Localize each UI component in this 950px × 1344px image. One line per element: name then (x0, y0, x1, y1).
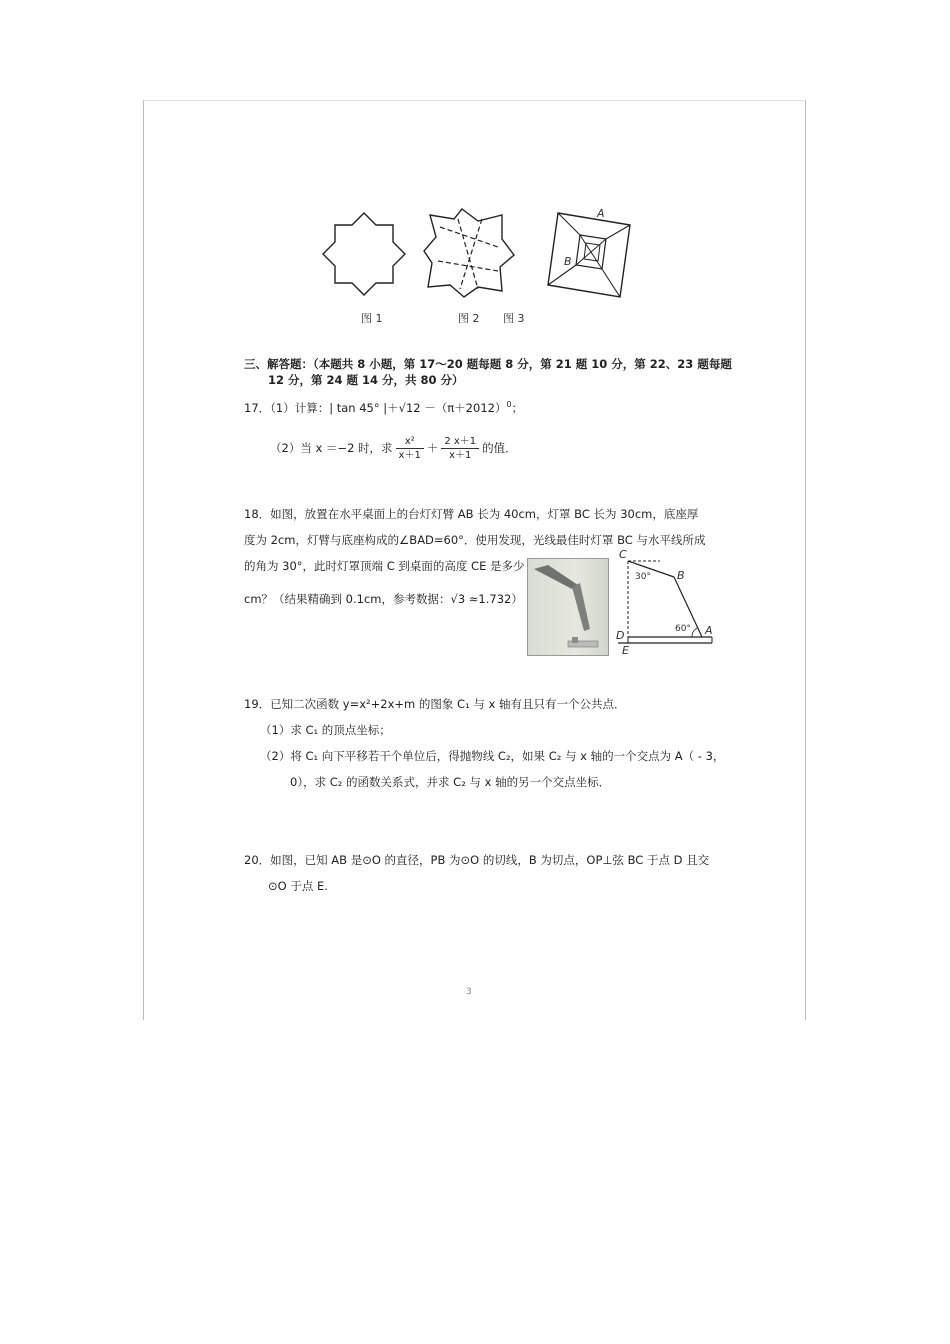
q17-frac2-den: x＋1 (449, 450, 472, 461)
q19-line-2: （1）求 C₁ 的顶点坐标； (260, 723, 391, 737)
figure-2-star-dashed (422, 207, 518, 299)
q17-fraction-2 (441, 435, 479, 462)
section-heading-line-2: 12 分，第 24 题 14 分，共 80 分） (268, 373, 464, 387)
q18-line-2: 度为 2cm，灯臂与底座构成的∠BAD=60°．使用发现，光线最佳时灯罩 BC 与水平线所成 (244, 533, 706, 547)
q17-part2-suffix: 的值． (482, 441, 517, 455)
q18-lamp-diagram (612, 551, 716, 659)
q18-line-4: cm？（结果精确到 0.1cm，参考数据：√3 ≈1.732） (244, 592, 523, 606)
q17-part-1 (244, 397, 523, 416)
fig3-point-a: A (597, 207, 605, 220)
q17-part-2 (270, 433, 517, 463)
q17-frac2-num: 2 x＋1 (441, 435, 479, 449)
diagram-angle-a: 60° (675, 624, 691, 634)
q17-plus: ＋ (426, 441, 439, 455)
diagram-angle-c: 30° (635, 572, 651, 582)
exam-page (143, 100, 806, 1020)
q17-part1-expr: | tan 45° |＋√12 －（π＋2012） (329, 400, 507, 415)
q17-part2-prefix: （2）当 x ＝−2 时，求 (270, 441, 393, 455)
q17-part1-suffix: ； (511, 400, 524, 415)
diagram-point-a: A (705, 624, 713, 637)
q19-line-1: 19．已知二次函数 y=x²+2x+m 的图象 C₁ 与 x 轴有且只有一个公共点． (244, 697, 626, 711)
figure-3-label: 图 3 (503, 312, 525, 325)
page-number: 3 (466, 987, 472, 997)
section-heading-line-1: 三、解答题：（本题共 8 小题，第 17～20 题每题 8 分，第 21 题 10 分，第 22、23 题每题 (244, 357, 732, 371)
q20-line-2: ⊙O 于点 E. (268, 879, 328, 893)
figure-3-squares (544, 209, 636, 301)
q17-frac1-den: x＋1 (398, 450, 421, 461)
q18-line-3: 的角为 30°，此时灯罩顶端 C 到桌面的高度 CE 是多少 (244, 559, 525, 573)
q19-line-3: （2）将 C₁ 向下平移若干个单位后，得抛物线 C₂，如果 C₂ 与 x 轴的一个交点为 A（ - 3， (260, 749, 725, 763)
lamp-photo (527, 558, 609, 656)
figure-1-star (319, 209, 409, 299)
diagram-point-d: D (616, 629, 625, 642)
q19-line-4: 0），求 C₂ 的函数关系式，并求 C₂ 与 x 轴的另一个交点坐标． (290, 775, 611, 789)
diagram-point-c: C (619, 548, 627, 561)
lamp-photo-drawing (528, 559, 608, 655)
figure-2-label: 图 2 (458, 312, 480, 325)
q17-fraction-1 (396, 435, 424, 462)
q17-frac1-num: x² (396, 435, 424, 449)
diagram-point-b: B (677, 569, 685, 582)
figure-1-label: 图 1 (361, 312, 383, 325)
q18-line-1: 18．如图，放置在水平桌面上的台灯灯臂 AB 长为 40cm，灯罩 BC 长为 30cm，底座厚 (244, 507, 699, 521)
q20-line-1: 20．如图，已知 AB 是⊙O 的直径，PB 为⊙O 的切线，B 为切点，OP⊥弦 BC 于点 D 且交 (244, 853, 710, 867)
q17-part1-prefix: 17．（1）计算： (244, 400, 330, 415)
fig3-point-b: B (564, 255, 572, 268)
q17-part1-exp: 0 (506, 400, 512, 409)
diagram-point-e: E (622, 644, 629, 657)
